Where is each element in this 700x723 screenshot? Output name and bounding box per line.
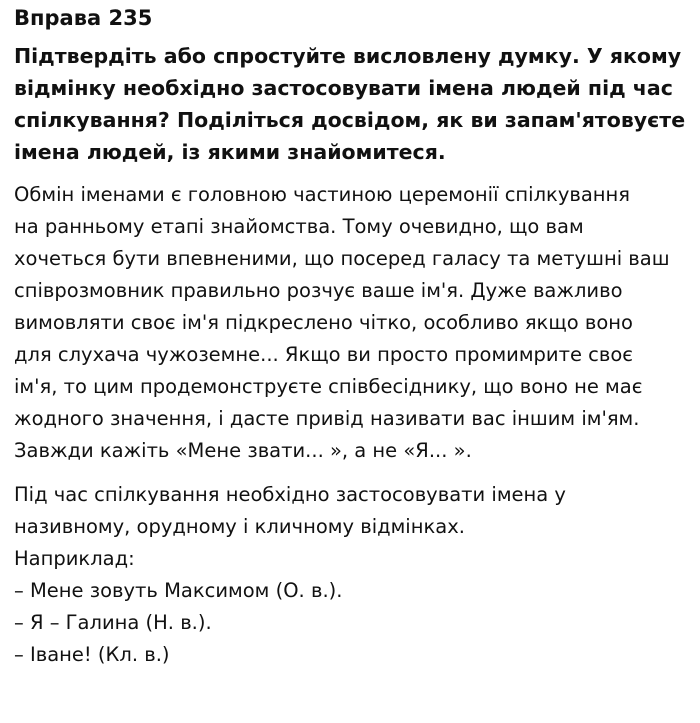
- text-line: Завжди кажіть «Мене звати... », а не «Я... ».: [14, 439, 472, 462]
- answer-text: [14, 179, 690, 671]
- task-line: імена людей, із якими знайомитеся.: [14, 140, 446, 164]
- text-line: для слухача чужоземне... Якщо ви просто промимрите своє: [14, 343, 633, 366]
- exercise-task: [14, 40, 690, 168]
- task-line: спілкування? Поділіться досвідом, як ви запам'ятовуєте: [14, 108, 686, 132]
- answer-paragraph-2: [14, 479, 690, 671]
- answer-paragraph-1: [14, 179, 690, 467]
- example-item: – Я – Галина (Н. в.).: [14, 611, 212, 634]
- text-line: Обмін іменами є головною частиною церемонії спілкування: [14, 183, 631, 206]
- text-line: хочеться бути впевненими, що посеред галасу та метушні ваш: [14, 247, 670, 270]
- text-line: на ранньому етапі знайомства. Тому очевидно, що вам: [14, 215, 584, 238]
- task-line: Підтвердіть або спростуйте висловлену думку. У якому: [14, 44, 682, 68]
- exercise-title: Вправа 235: [14, 6, 153, 30]
- text-line: ім'я, то цим продемонструєте співбесіднику, що воно не має: [14, 375, 643, 398]
- text-line: співрозмовник правильно розчує ваше ім'я. Дуже важливо: [14, 279, 623, 302]
- example-item: – Іване! (Кл. в.): [14, 643, 170, 666]
- text-line: Під час спілкування необхідно застосовувати імена у: [14, 483, 566, 506]
- task-line: відмінку необхідно застосовувати імена людей під час: [14, 76, 673, 100]
- text-line: вимовляти своє ім'я підкреслено чітко, особливо якщо воно: [14, 311, 633, 334]
- text-line: називному, орудному і кличному відмінках.: [14, 515, 465, 538]
- example-item: – Мене зовуть Максимом (О. в.).: [14, 579, 343, 602]
- text-line: жодного значення, і дасте привід називати вас іншим ім'ям.: [14, 407, 640, 430]
- example-heading: Наприклад:: [14, 547, 135, 570]
